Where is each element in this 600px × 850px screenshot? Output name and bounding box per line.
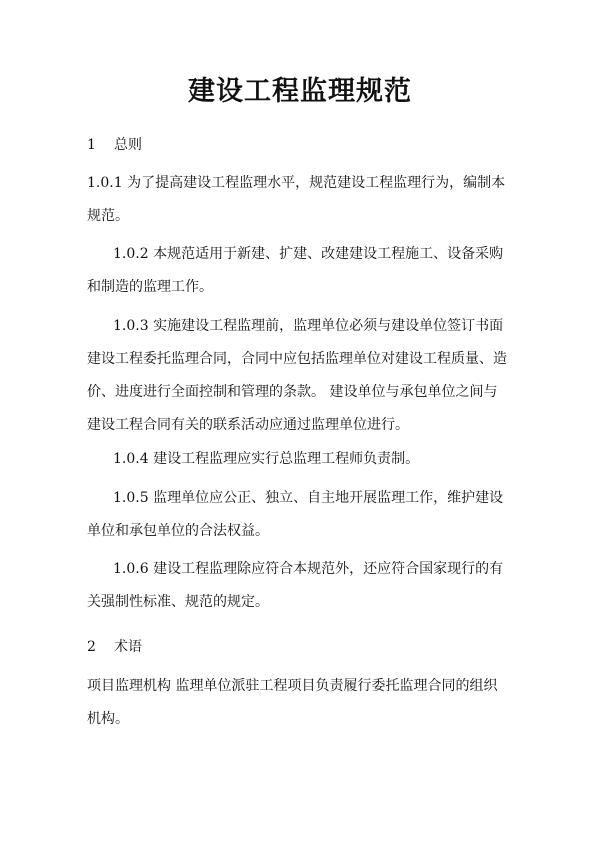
clause-line: 1.0.4 建设工程监理应实行总监理工程师负责制。 bbox=[113, 451, 420, 467]
section-heading-general bbox=[87, 135, 142, 155]
clause-1-0-3 bbox=[87, 310, 507, 442]
section-heading-terms bbox=[87, 637, 142, 657]
clause-line: 关强制性标准、规范的规定。 bbox=[87, 594, 269, 610]
clause-1-0-6 bbox=[87, 553, 507, 619]
document-title: 建设工程监理规范 bbox=[188, 76, 412, 107]
term-line: 项目监理机构 监理单位派驻工程项目负责履行委托监理合同的组织 bbox=[87, 678, 498, 694]
clause-line: 1.0.2 本规范适用于新建、扩建、改建建设工程施工、设备采购 bbox=[113, 246, 504, 262]
clause-1-0-4 bbox=[87, 443, 507, 476]
section-name: 术语 bbox=[114, 639, 142, 655]
term-line: 机构。 bbox=[87, 711, 129, 727]
clause-line: 规范。 bbox=[87, 208, 129, 224]
clause-line: 建设工程合同有关的联系活动应通过监理单位进行。 bbox=[87, 417, 409, 433]
clause-line: 1.0.3 实施建设工程监理前，监理单位必须与建设单位签订书面 bbox=[113, 318, 504, 334]
section-name: 总则 bbox=[114, 137, 142, 153]
clause-line: 建设工程委托监理合同，合同中应包括监理单位对建设工程质量、造 bbox=[87, 351, 507, 367]
clause-line: 1.0.5 监理单位应公正、独立、自主地开展监理工作，维护建设 bbox=[113, 490, 504, 506]
clause-1-0-1 bbox=[87, 167, 507, 233]
clause-1-0-5 bbox=[87, 482, 507, 548]
section-number: 2 bbox=[87, 639, 96, 655]
clause-line: 1.0.6 建设工程监理除应符合本规范外，还应符合国家现行的有 bbox=[113, 561, 504, 577]
clause-line: 单位和承包单位的合法权益。 bbox=[87, 523, 269, 539]
clause-line: 1.0.1 为了提高建设工程监理水平，规范建设工程监理行为，编制本 bbox=[87, 175, 506, 191]
clause-1-0-2 bbox=[87, 238, 507, 304]
term-project-supervision-organization bbox=[87, 670, 507, 736]
clause-line: 和制造的监理工作。 bbox=[87, 279, 213, 295]
section-number: 1 bbox=[87, 137, 96, 153]
clause-line: 价、进度进行全面控制和管理的条款。 建设单位与承包单位之间与 bbox=[87, 384, 498, 400]
